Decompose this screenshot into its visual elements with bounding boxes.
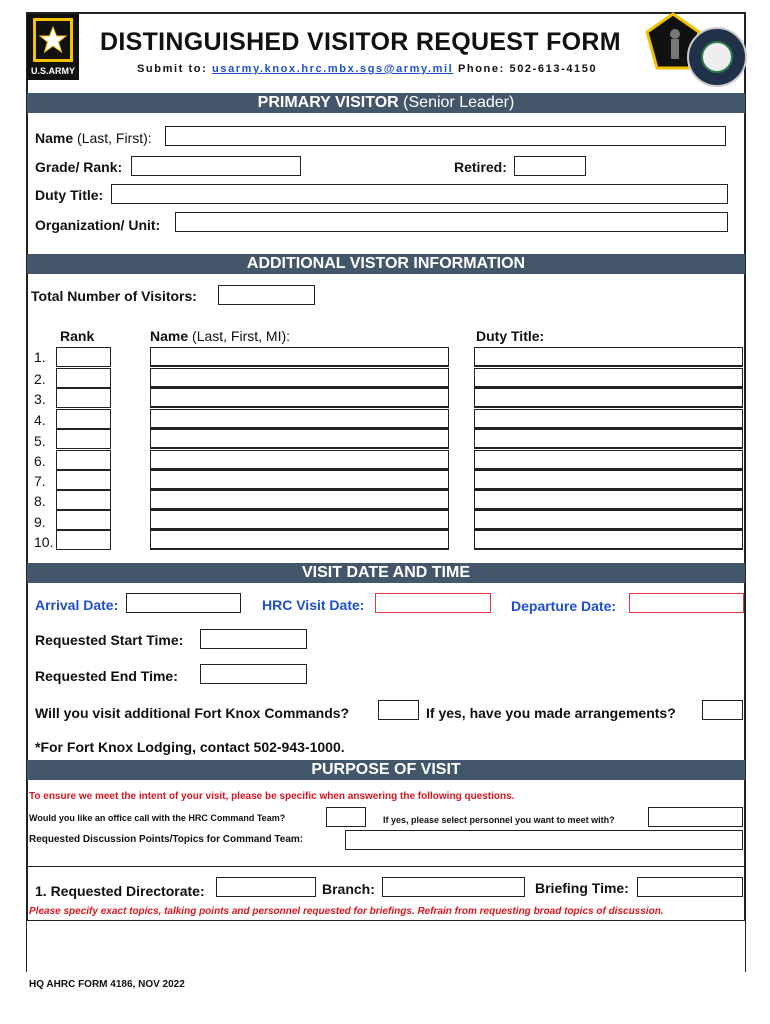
page-title: DISTINGUISHED VISITOR REQUEST FORM (100, 28, 621, 56)
name-field-3[interactable] (150, 388, 449, 408)
personnel-question: If yes, please select personnel you want to meet with? (383, 815, 615, 825)
duty-field-5[interactable] (474, 429, 743, 449)
rank-field-10[interactable] (56, 530, 111, 550)
briefing-topics-field[interactable] (27, 920, 745, 972)
name-field-2[interactable] (150, 368, 449, 388)
primary-retired-field[interactable] (514, 156, 586, 176)
army-logo (27, 14, 79, 80)
primary-organization-field[interactable] (175, 212, 728, 232)
organization-label: Organization/ Unit: (35, 217, 161, 233)
total-visitors-label: Total Number of Visitors: (31, 288, 197, 304)
purpose-heading: PURPOSE OF VISIT (27, 760, 745, 780)
primary-duty-title-field[interactable] (111, 184, 728, 204)
grade-label: Grade/ Rank: (35, 159, 123, 175)
row-number: 6. (34, 453, 46, 469)
office-call-field[interactable] (326, 807, 366, 827)
fort-knox-commands-question: Will you visit additional Fort Knox Commands? (35, 705, 350, 721)
primary-name-field[interactable] (165, 126, 726, 146)
rank-field-7[interactable] (56, 470, 111, 490)
phone-text: Phone: 502-613-4150 (453, 63, 598, 75)
form-number: HQ AHRC FORM 4186, NOV 2022 (29, 979, 185, 990)
departure-date-label: Departure Date: (511, 598, 617, 614)
briefing-time-field[interactable] (637, 877, 743, 897)
duty-field-9[interactable] (474, 510, 743, 530)
primary-grade-field[interactable] (131, 156, 301, 176)
start-time-field[interactable] (200, 629, 307, 649)
name-field-6[interactable] (150, 450, 449, 470)
row-number: 9. (34, 514, 46, 530)
discussion-points-field[interactable] (345, 830, 743, 850)
army-logo-text: U.S.ARMY (30, 66, 75, 76)
name-field-8[interactable] (150, 490, 449, 510)
rank-field-3[interactable] (56, 388, 111, 408)
hrc-visit-date-field[interactable] (375, 593, 491, 613)
name-field-7[interactable] (150, 470, 449, 490)
name-column-header: Name (Last, First, MI): (150, 328, 291, 344)
branch-field[interactable] (382, 877, 525, 897)
primary-visitor-heading: PRIMARY VISITOR (Senior Leader) (27, 93, 745, 113)
row-number: 7. (34, 473, 46, 489)
rank-field-9[interactable] (56, 510, 111, 530)
briefing-time-label: Briefing Time: (535, 880, 629, 896)
duty-field-4[interactable] (474, 409, 743, 429)
name-field-5[interactable] (150, 429, 449, 449)
name-label: Name (Last, First): (35, 130, 152, 146)
hrc-seal (687, 27, 747, 87)
rank-column-header: Rank (60, 328, 95, 344)
retired-label: Retired: (454, 159, 507, 175)
arrival-date-label: Arrival Date: (35, 597, 119, 613)
row-number: 5. (34, 433, 46, 449)
rank-field-2[interactable] (56, 368, 111, 388)
office-call-question: Would you like an office call with the HRC Command Team? (29, 813, 286, 823)
total-visitors-field[interactable] (218, 285, 315, 305)
name-field-10[interactable] (150, 530, 449, 550)
arrangements-question: If yes, have you made arrangements? (426, 705, 676, 721)
specify-topics-note: Please specify exact topics, talking points and personnel requested for briefings. Refrain from requesting broad topics of discussion. (29, 906, 664, 917)
arrangements-field[interactable] (702, 700, 743, 720)
name-field-9[interactable] (150, 510, 449, 530)
rank-field-6[interactable] (56, 450, 111, 470)
lodging-note: *For Fort Knox Lodging, contact 502-943-1000. (35, 739, 345, 755)
row-number: 3. (34, 391, 46, 407)
row-number: 4. (34, 412, 46, 428)
rank-field-5[interactable] (56, 429, 111, 449)
duty-field-2[interactable] (474, 368, 743, 388)
hrc-visit-date-label: HRC Visit Date: (262, 597, 365, 613)
end-time-label: Requested End Time: (35, 668, 178, 684)
section-divider (27, 866, 745, 867)
duty-field-3[interactable] (474, 388, 743, 408)
rank-field-8[interactable] (56, 490, 111, 510)
visit-date-heading: VISIT DATE AND TIME (27, 563, 745, 583)
submit-email-link[interactable]: usarmy.knox.hrc.mbx.sgs@army.mil (212, 63, 454, 75)
start-time-label: Requested Start Time: (35, 632, 184, 648)
duty-field-7[interactable] (474, 470, 743, 490)
duty-column-header: Duty Title: (476, 328, 545, 344)
row-number: 2. (34, 371, 46, 387)
submit-line (137, 63, 597, 75)
duty-field-1[interactable] (474, 347, 743, 367)
rank-field-4[interactable] (56, 409, 111, 429)
name-field-1[interactable] (150, 347, 449, 367)
row-number: 8. (34, 493, 46, 509)
end-time-field[interactable] (200, 664, 307, 684)
submit-prefix: Submit to: (137, 63, 213, 75)
personnel-field[interactable] (648, 807, 743, 827)
row-number: 1. (34, 349, 46, 365)
discussion-points-label: Requested Discussion Points/Topics for Command Team: (29, 834, 304, 845)
intent-note: To ensure we meet the intent of your visit, please be specific when answering the following questions. (29, 791, 515, 802)
branch-label: Branch: (322, 881, 375, 897)
row-number: 10. (34, 534, 54, 550)
name-field-4[interactable] (150, 409, 449, 429)
directorate-field[interactable] (216, 877, 316, 897)
duty-field-8[interactable] (474, 490, 743, 510)
duty-field-6[interactable] (474, 450, 743, 470)
additional-visitor-heading: ADDITIONAL VISTOR INFORMATION (27, 254, 745, 274)
fort-knox-commands-field[interactable] (378, 700, 419, 720)
rank-field-1[interactable] (56, 347, 111, 367)
duty-field-10[interactable] (474, 530, 743, 550)
duty-title-label: Duty Title: (35, 187, 104, 203)
star-icon (33, 18, 73, 62)
arrival-date-field[interactable] (126, 593, 241, 613)
departure-date-field[interactable] (629, 593, 744, 613)
directorate-label: 1. Requested Directorate: (35, 883, 205, 899)
